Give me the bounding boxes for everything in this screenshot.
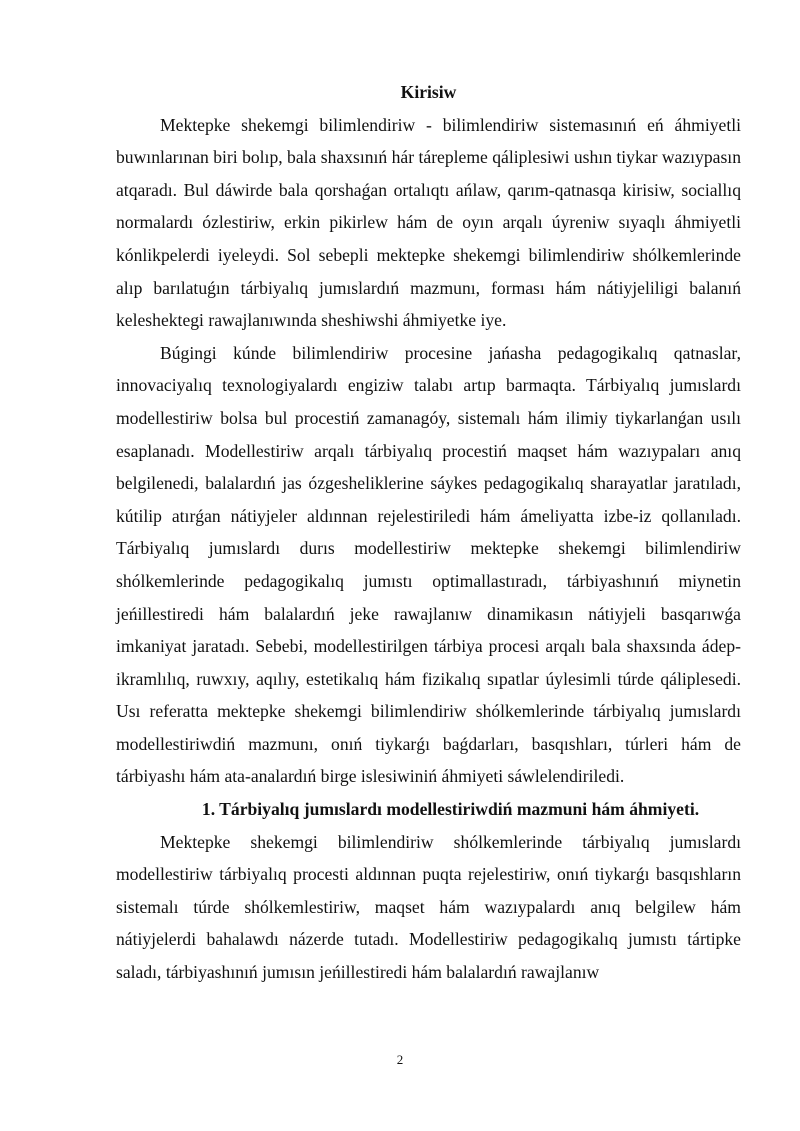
page-title: Kirisiw [400,82,457,102]
page-content [116,76,741,989]
section-heading: 1. Tárbiyalıq jumıslardı modellestiriwdiń mazmuni hám áhmiyeti. [201,799,700,820]
page-number: 2 [396,1052,404,1067]
section-paragraph: Mektepke shekemgi bilimlendiriw shólkemlerinde tárbiyalıq jumıslardı modellestiriw tárbiyalıq procesti aldınnan puqta rejelestiriw, onıń tiykarǵı basqıshların sistemalı túrde shólkemlestiriw, maqset hám wazıypalardı anıq belgilew hám nátiyjelerdi bahalawdı názerde tutadı. Modellestiriw pedagogikalıq jumıstı tártipke saladı, tárbiyashınıń jumısın jeńillestiredi hám balalardıń rawajlanıw [116,831,741,983]
paragraph-intro-1: Mektepke shekemgi bilimlendiriw - bilimlendiriw sistemasınıń eń áhmiyetli buwınlarınan biri bolıp, bala shaxsınıń hár tárepleme qáliplesiwi ushın tiykar wazıypasın atqaradı. Bul dáwirde bala qorshaǵan ortalıqtı ańlaw, qarım-qatnasqa kirisiw, sociallıq normalardı ózlestiriw, erkin pikirlew hám de oyın arqalı úyreniw sıyaqlı áhmiyetli kónlikpelerdi iyeleydi. Sol sebepli mektepke shekemgi bilimlendiriw shólkemlerinde alıp barılatuǵın tárbiyalıq jumıslardıń mazmunı, forması hám nátiyjeliligi balanıń keleshektegi rawajlanıwında sheshiwshi áhmiyetke iye. [116,114,741,331]
paragraph-intro-2: Búgingi kúnde bilimlendiriw procesine jańasha pedagogikalıq qatnaslar, innovaciyalıq texnologiyalardı engiziw talabı artıp barmaqta. Tárbiyalıq jumıslardı modellestiriw bolsa bul procestiń zamanagóy, sistemalı hám ilimiy tiykarlanǵan usılı esaplanadı. Modellestiriw arqalı tárbiyalıq procestiń maqset hám wazıypaları anıq belgilenedi, balalardıń jas ózgesheliklerine sáykes pedagogikalıq sharayatlar jaratıladı, kútilip atırǵan nátiyjeler aldınnan rejelestiriledi hám ámeliyatta izbe-iz qollanıladı. Tárbiyalıq jumıslardı durıs modellestiriw mektepke shekemgi bilimlendiriw shólkemlerinde pedagogikalıq jumıstı optimallastıradı, tárbiyashınıń miynetin jeńillestiredi hám balalardıń jeke rawajlanıw dinamikasın nátiyjeli basqarıwǵa imkaniyat jaratadı. Sebebi, modellestirilgen tárbiya procesi arqalı bala shaxsında ádep-ikramlılıq, ruwxıy, aqılıy, estetikalıq hám fizikalıq sıpatlar úylesimli túrde qáliplesedi. Usı referatta mektepke shekemgi bilimlendiriw shólkemlerinde tárbiyalıq jumıslardı modellestiriwdiń mazmunı, onıń tiykarǵı baǵdarları, basqıshları, túrleri hám de tárbiyashı hám ata-analardıń birge islesiwiniń áhmiyeti sáwlelendiriledi. [116,342,741,787]
